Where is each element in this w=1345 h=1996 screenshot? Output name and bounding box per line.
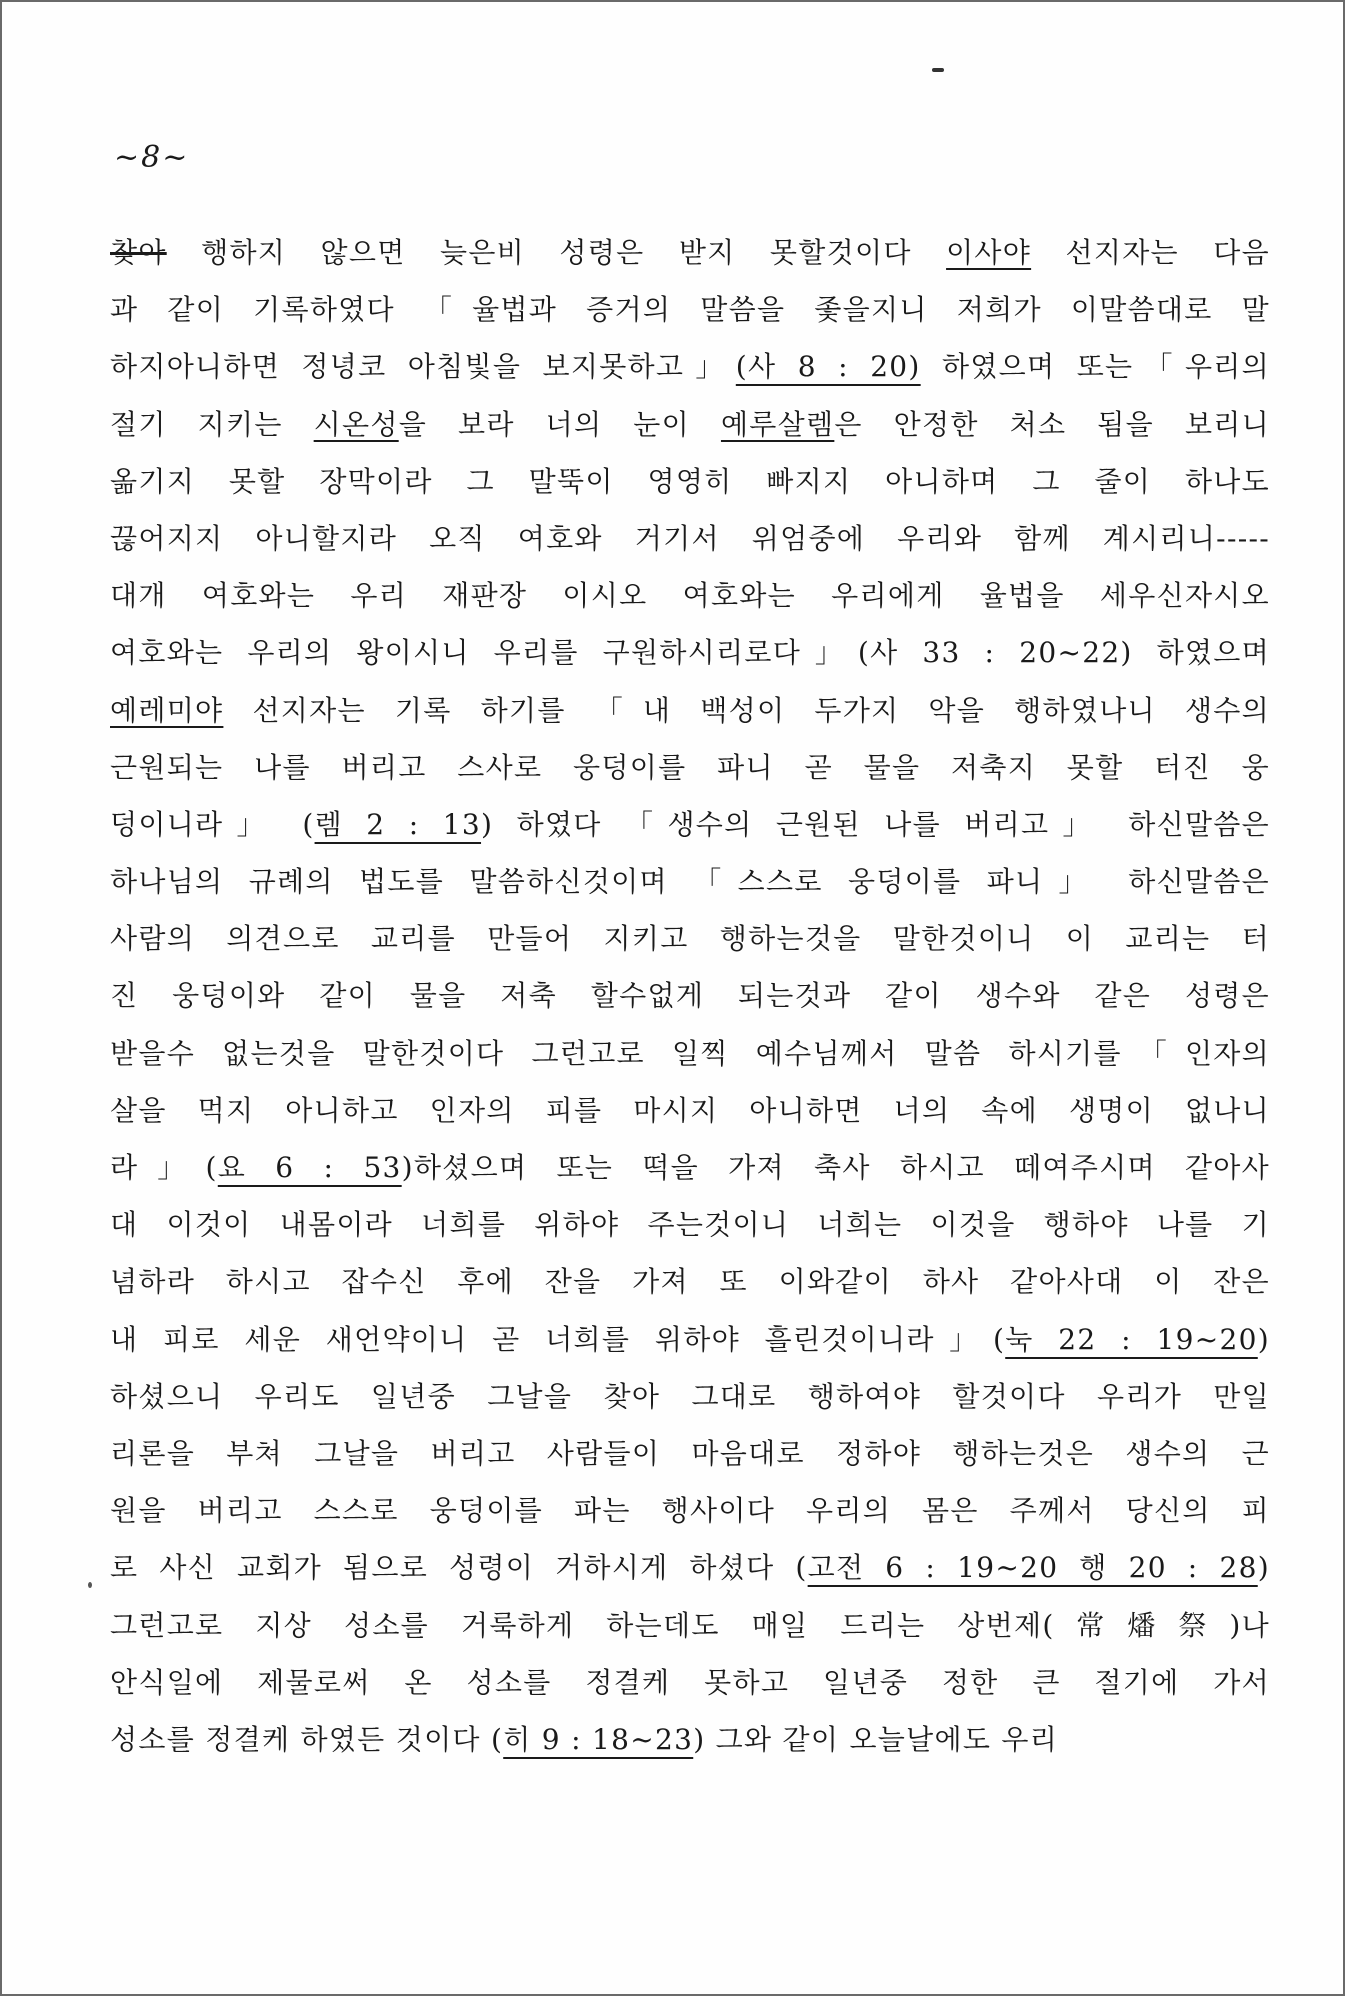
text-line	[110, 1654, 1270, 1711]
text-line	[110, 453, 1270, 510]
text-run: 대 이것이 내몸이라 너희를 위하야 주는것이니 너희는 이것을 행하야 나를 기	[110, 1208, 1270, 1242]
text-line	[110, 796, 1270, 853]
text-line	[110, 1368, 1270, 1425]
text-line	[110, 1025, 1270, 1082]
text-line	[110, 910, 1270, 967]
text-run: 그런고로 지상 성소를 거룩하게 하는데도 매일 드리는 상번제(常燔祭)나	[110, 1608, 1270, 1642]
text-run: 념하라 하시고 잡수신 후에 잔을 가져 또 이와같이 하사 같아사대 이 잔은	[110, 1265, 1270, 1299]
text-run: 성소를 정결케 하였든 것이다 (	[110, 1722, 504, 1756]
body-text	[110, 224, 1270, 1768]
text-line	[110, 624, 1270, 681]
text-run: 내 피로 세운 새언약이니 곧 너희를 위하야 흘린것이니라」(	[110, 1322, 1006, 1356]
scripture-reference: 눅 22 : 19~20	[1005, 1322, 1258, 1356]
text-run: )하셨으며 또는 떡을 가져 축사 하시고 떼여주시며 같아사	[401, 1151, 1270, 1184]
text-run: 원을 버리고 스스로 웅덩이를 파는 행사이다 우리의 몸은 주께서 당신의 피	[110, 1494, 1270, 1528]
text-run: 여호와는 우리의 왕이시니 우리를 구원하시리로다」(사 33 : 20~22) 하였으며	[110, 636, 1270, 670]
struck-word: 찾아	[110, 236, 167, 269]
text-line	[110, 396, 1270, 453]
text-run: 근원되는 나를 버리고 스사로 웅덩이를 파니 곧 물을 저축지 못할 터진 웅	[110, 750, 1270, 784]
text-line	[110, 967, 1270, 1024]
text-line	[110, 1253, 1270, 1310]
scripture-reference: 히 9 : 18~23	[503, 1722, 694, 1756]
text-line	[110, 1139, 1270, 1196]
text-run: 하셨으니 우리도 일년중 그날을 찾아 그대로 행하여야 할것이다 우리가 만일	[110, 1379, 1270, 1413]
scripture-reference: 렘 2 : 13	[314, 807, 482, 841]
text-run: 행하지 않으면 늦은비 성령은 받지 못할것이다	[166, 236, 947, 269]
text-run: 끊어지지 아니할지라 오직 여호와 거기서 위엄중에 우리와 함께 계시리니-----	[110, 521, 1270, 555]
text-run: 받을수 없는것을 말한것이다 그런고로 일찍 예수님께서 말씀 하시기를「인자의	[110, 1036, 1270, 1070]
text-run: 하나님의 규례의 법도를 말씀하신것이며 「스스로 웅덩이를 파니」 하신말씀은	[110, 865, 1270, 899]
text-run: 로 사신 교회가 됨으로 성령이 거하시게 하셨다 (	[110, 1551, 808, 1585]
scripture-reference: 고전 6 : 19~20 행 20 : 28	[807, 1551, 1258, 1585]
text-line	[110, 682, 1270, 739]
text-line	[110, 281, 1270, 338]
scripture-reference: 요 6 : 53	[217, 1151, 402, 1184]
text-run: 덩이니라」 (	[110, 807, 315, 841]
text-line	[110, 1311, 1270, 1368]
underlined-word: 예루살렘	[720, 407, 835, 441]
scan-speck	[932, 68, 944, 72]
text-line	[110, 1539, 1270, 1596]
underlined-word: 시온성	[313, 407, 399, 441]
text-run: 리론을 부쳐 그날을 버리고 사람들이 마음대로 정하야 행하는것은 생수의 근	[110, 1436, 1270, 1470]
underlined-word: 예레미야	[110, 693, 224, 727]
text-line	[110, 1196, 1270, 1253]
text-line	[110, 1711, 1270, 1768]
page-number: ~8~	[114, 140, 190, 175]
text-line	[110, 1425, 1270, 1482]
text-run: ) 하였다 「생수의 근원된 나를 버리고」 하신말씀은	[481, 807, 1270, 841]
text-run: )	[1257, 1322, 1270, 1356]
text-run: 라」(	[110, 1151, 218, 1184]
scripture-reference: (사 8 : 20)	[735, 350, 921, 384]
text-run: 은 안정한 처소 됨을 보리니	[834, 407, 1270, 441]
text-line	[110, 739, 1270, 796]
text-run: 을 보라 너의 눈이	[398, 407, 721, 441]
scan-speck	[88, 1582, 92, 1588]
text-run: 안식일에 제물로써 온 성소를 정결케 못하고 일년중 정한 큰 절기에 가서	[110, 1665, 1270, 1699]
text-line	[110, 1482, 1270, 1539]
text-run: 진 웅덩이와 같이 물을 저축 할수없게 되는것과 같이 생수와 같은 성령은	[110, 979, 1270, 1013]
text-line	[110, 224, 1270, 281]
text-run: 살을 먹지 아니하고 인자의 피를 마시지 아니하면 너의 속에 생명이 없나니	[110, 1093, 1270, 1127]
text-line	[110, 567, 1270, 624]
text-line	[110, 338, 1270, 395]
text-run: ) 그와 같이 오늘날에도 우리	[693, 1722, 1059, 1756]
text-line	[110, 510, 1270, 567]
text-run: 하지아니하면 정녕코 아침빛을 보지못하고」	[110, 350, 736, 384]
text-run: 과 같이 기록하였다 「율법과 증거의 말씀을 좇을지니 저희가 이말씀대로 말	[110, 293, 1270, 327]
text-run: )	[1257, 1551, 1270, 1585]
text-run: 절기 지키는	[110, 407, 314, 441]
text-line	[110, 1082, 1270, 1139]
text-run: 대개 여호와는 우리 재판장 이시오 여호와는 우리에게 율법을 세우신자시오	[110, 579, 1270, 613]
text-run: 선지자는 기록 하기를 「내 백성이 두가지 악을 행하였나니 생수의	[223, 693, 1270, 727]
text-line	[110, 853, 1270, 910]
text-run: 사람의 의견으로 교리를 만들어 지키고 행하는것을 말한것이니 이 교리는 터	[110, 922, 1270, 956]
underlined-word: 이사야	[946, 236, 1032, 269]
text-run: 옮기지 못할 장막이라 그 말뚝이 영영히 빠지지 아니하며 그 줄이 하나도	[110, 464, 1270, 498]
text-run: 선지자는 다음	[1031, 236, 1270, 269]
text-line	[110, 1597, 1270, 1654]
text-run: 하였으며 또는「우리의	[920, 350, 1270, 384]
